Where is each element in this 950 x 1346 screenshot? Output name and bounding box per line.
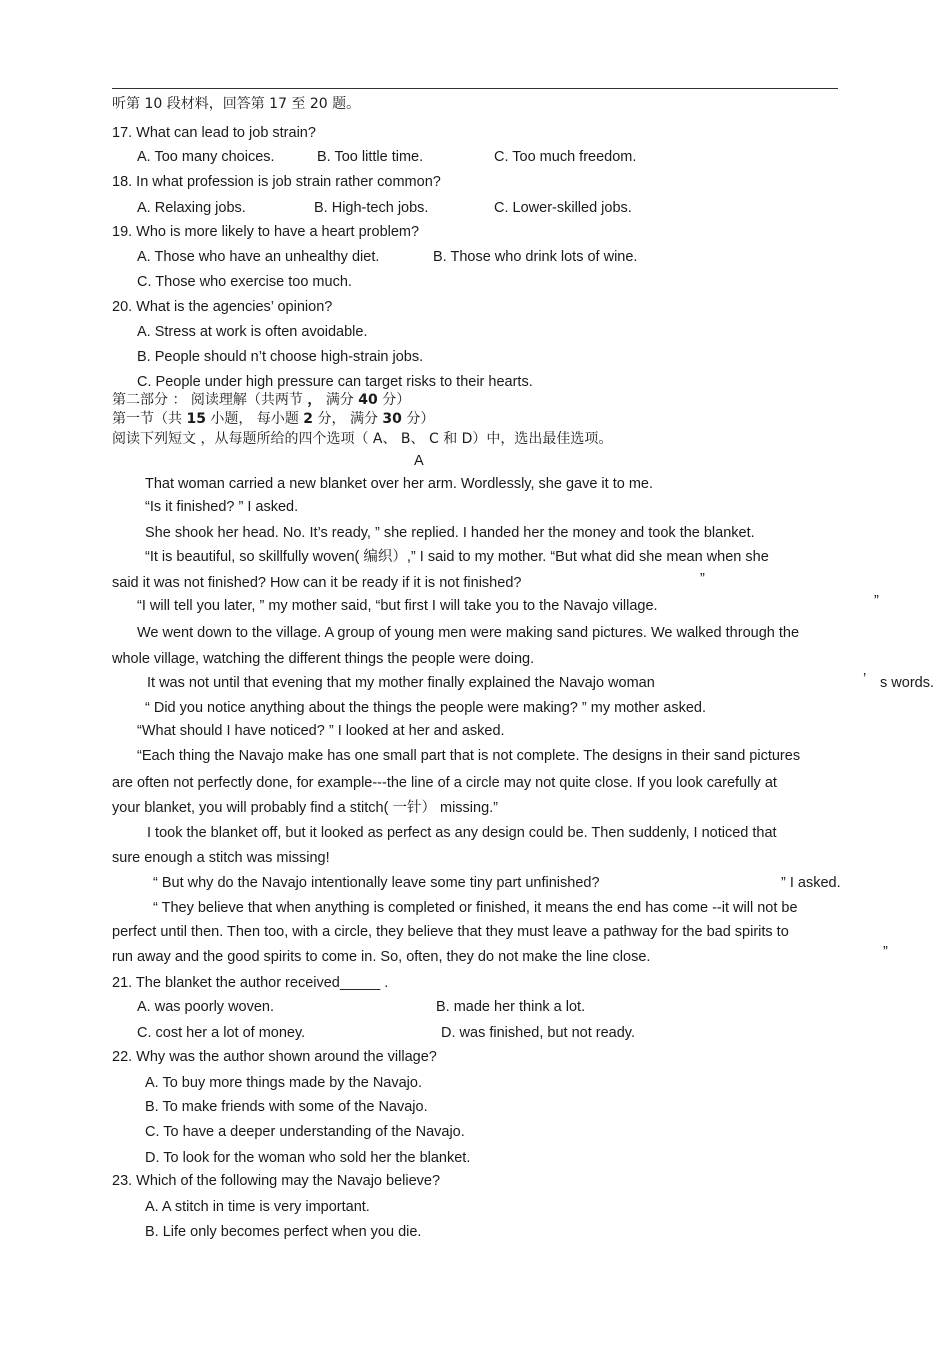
passage-line: We went down to the village. A group of young men were making sand pictures. We walked through the: [137, 625, 800, 641]
passage-line: I took the blanket off, but it looked as perfect as any design could be. Then suddenly, I noticed that: [147, 825, 777, 841]
passage-line: That woman carried a new blanket over her arm. Wordlessly, she gave it to me.: [145, 476, 653, 492]
sec1-e: 2: [303, 411, 314, 427]
sec1-a: 第一节（共: [112, 411, 182, 427]
stray-quote: ”: [883, 944, 888, 960]
stray-quote: ”: [700, 571, 705, 587]
passage-line: “ Did you notice anything about the things the people were making? ” my mother asked.: [145, 700, 706, 716]
passage-line: It was not until that evening that my mother finally explained the Navajo woman: [147, 675, 655, 691]
passage-line: “It is beautiful, so skillfully woven( 编织）,” I said to my mother. “But what did she mean when she: [145, 549, 769, 565]
q18-option-a: A. Relaxing jobs.: [137, 200, 246, 216]
q17-option-a: A. Too many choices.: [137, 149, 275, 165]
q18-option-c: C. Lower-skilled jobs.: [494, 200, 632, 216]
section1-heading: [112, 410, 434, 428]
sec1-g: 满分: [349, 411, 378, 427]
part2-heading: [112, 391, 410, 409]
q21-option-d: D. was finished, but not ready.: [441, 1025, 635, 1041]
passage-line: said it was not finished? How can it be ready if it is not finished?: [112, 575, 522, 591]
q21-stem: 21. The blanket the author received_____ .: [112, 975, 389, 991]
q19-stem: 19. Who is more likely to have a heart problem?: [112, 224, 420, 240]
q18-stem: 18. In what profession is job strain rather common?: [112, 174, 441, 190]
part2-heading-d: 满分: [325, 392, 354, 408]
passage-line: “ They believe that when anything is completed or finished, it means the end has come --it will not be: [153, 900, 798, 916]
q23-option-b: B. Life only becomes perfect when you die.: [145, 1224, 422, 1240]
part2-heading-b: 阅读理解（共两节: [190, 392, 303, 408]
sec1-f: 分，: [317, 411, 346, 427]
passage-line-end: s words.: [880, 675, 934, 691]
q22-option-b: B. To make friends with some of the Navajo.: [145, 1099, 428, 1115]
q19-option-c: C. Those who exercise too much.: [137, 274, 352, 290]
passage-line: “I will tell you later, ” my mother said, “but first I will take you to the Navajo village.: [137, 598, 658, 614]
q22-option-a: A. To buy more things made by the Navajo.: [145, 1075, 422, 1091]
passage-line: your blanket, you will probably find a stitch( 一针） missing.”: [112, 800, 499, 816]
q20-stem: 20. What is the agencies’ opinion?: [112, 299, 333, 315]
top-rule: [112, 88, 838, 89]
reading-instruction: 阅读下列短文 ，从每题所给的四个选项（ A、 B、 C 和 D）中，选出最佳选项。: [112, 431, 613, 447]
stray-quote: ”: [874, 593, 879, 609]
part2-heading-a: 第二部分 ：: [112, 392, 187, 408]
sec1-b: 15: [186, 411, 206, 427]
part2-heading-e: 40: [358, 392, 378, 408]
q21-option-a: A. was poorly woven.: [137, 999, 275, 1015]
passage-line: are often not perfectly done, for example---the line of a circle may not quite close. If you look carefully at: [112, 775, 777, 791]
stray-apostrophe: ’: [863, 671, 867, 687]
passage-line: sure enough a stitch was missing!: [112, 850, 330, 866]
q17-stem: 17. What can lead to job strain?: [112, 125, 316, 141]
passage-line: perfect until then. Then too, with a circle, they believe that they must leave a pathway for the bad spirits to: [112, 924, 789, 940]
q23-stem: 23. Which of the following may the Navajo believe?: [112, 1173, 441, 1189]
passage-line: She shook her head. No. It’s ready, ” she replied. I handed her the money and took the blanket.: [145, 525, 755, 541]
q19-option-a: A. Those who have an unhealthy diet.: [137, 249, 380, 265]
sec1-h: 30: [382, 411, 402, 427]
q20-option-b: B. People should n’t choose high-strain jobs.: [137, 349, 424, 365]
passage-line-end: ” I asked.: [781, 875, 841, 891]
passage-line: “Is it finished? ” I asked.: [145, 499, 299, 515]
passage-line: whole village, watching the different things the people were doing.: [112, 651, 535, 667]
passage-label: A: [414, 453, 424, 469]
q21-option-b: B. made her think a lot.: [436, 999, 586, 1015]
sec1-c: 小题，: [210, 411, 253, 427]
passage-line: “What should I have noticed? ” I looked at her and asked.: [137, 723, 505, 739]
passage-line: run away and the good spirits to come in. So, often, they do not make the line close.: [112, 949, 651, 965]
q19-option-b: B. Those who drink lots of wine.: [433, 249, 638, 265]
q17-option-b: B. Too little time.: [317, 149, 424, 165]
passage-line: “ But why do the Navajo intentionally leave some tiny part unfinished?: [153, 875, 600, 891]
sec1-d: 每小题: [256, 411, 299, 427]
q17-option-c: C. Too much freedom.: [494, 149, 637, 165]
part2-heading-f: 分）: [382, 392, 411, 408]
part2-heading-c: ，: [307, 392, 322, 408]
sec1-i: 分）: [406, 411, 435, 427]
q22-stem: 22. Why was the author shown around the village?: [112, 1049, 437, 1065]
q18-option-b: B. High-tech jobs.: [314, 200, 429, 216]
q20-option-a: A. Stress at work is often avoidable.: [137, 324, 368, 340]
q22-option-d: D. To look for the woman who sold her the blanket.: [145, 1150, 471, 1166]
q22-option-c: C. To have a deeper understanding of the Navajo.: [145, 1124, 465, 1140]
q20-option-c: C. People under high pressure can target risks to their hearts.: [137, 374, 533, 390]
passage-line: “Each thing the Navajo make has one small part that is not complete. The designs in their sand pictures: [137, 748, 801, 764]
listening-intro: 听第 10 段材料，回答第 17 至 20 题。: [112, 96, 361, 112]
q21-option-c: C. cost her a lot of money.: [137, 1025, 306, 1041]
q23-option-a: A. A stitch in time is very important.: [145, 1199, 370, 1215]
